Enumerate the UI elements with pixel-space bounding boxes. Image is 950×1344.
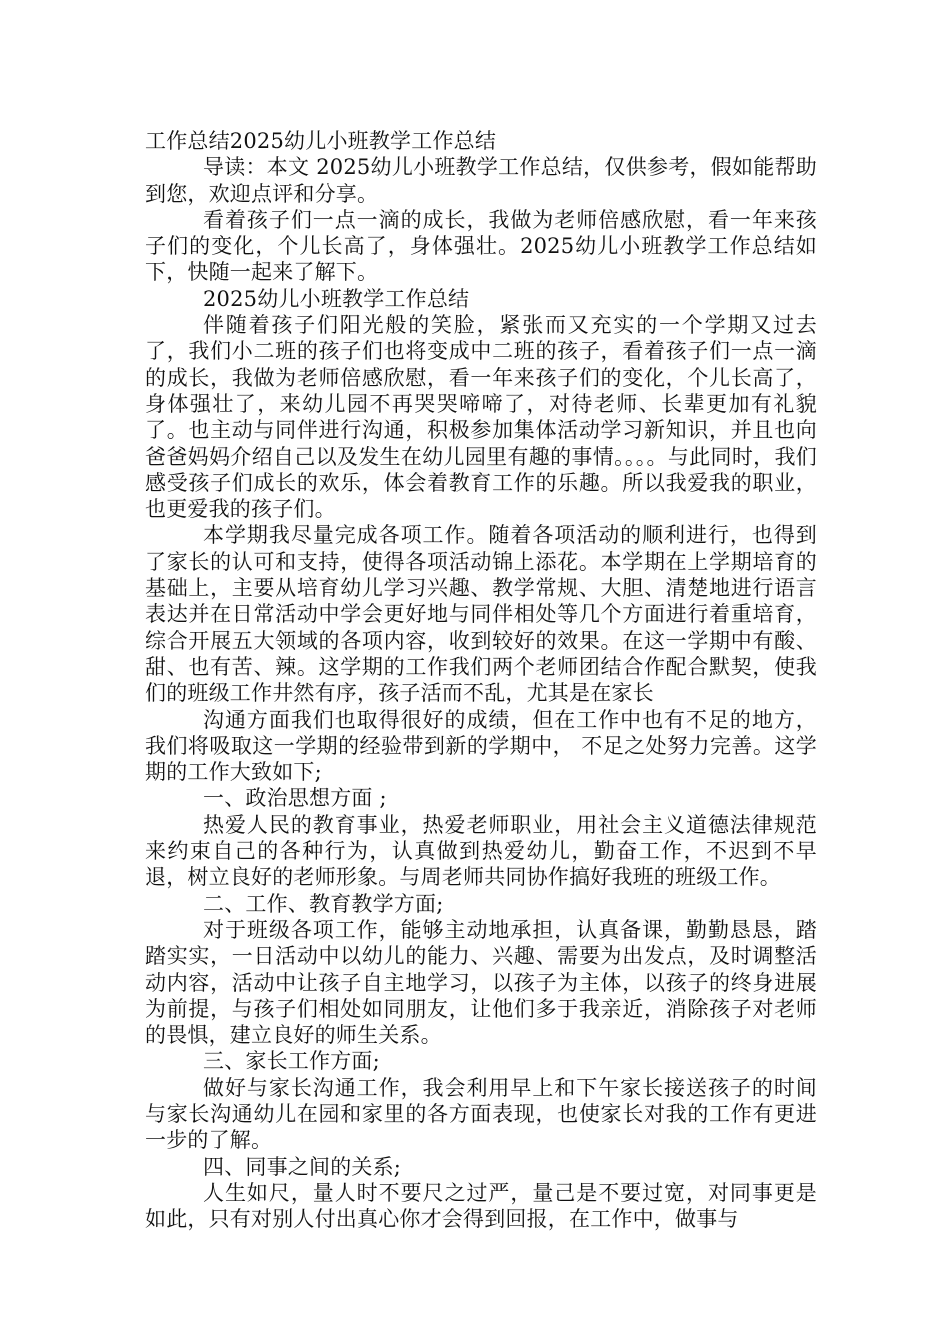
section-title: 2025幼儿小班教学工作总结 <box>203 286 470 311</box>
paragraph-teaching-work: 对于班级各项工作，能够主动地承担，认真备课，勤勤恳恳，踏踏实实，一日活动中以幼儿的能力、兴趣、需要为出发点，及时调整活动内容，活动中让孩子自主地学习，以孩子为主体，以孩子的终身进展为前提，与孩子们相处如同朋友，让他们多于我亲近，消除孩子对老师的畏惧，建立良好的师生关系。 <box>145 917 817 1048</box>
heading-parent-work: 三、家长工作方面; <box>203 1049 380 1074</box>
paragraph-parent-communication: 沟通方面我们也取得很好的成绩，但在工作中也有不足的地方，我们将吸取这一学期的经验带到新的学期中， 不足之处努力完善。这学期的工作大致如下; <box>145 707 817 785</box>
document-body <box>145 128 817 1232</box>
heading-teaching-work: 二、工作、教育教学方面; <box>203 891 444 916</box>
paragraph-colleague-relations: 人生如尺，量人时不要尺之过严，量己是不要过宽，对同事更是如此，只有对别人付出真心你才会得到回报，在工作中，做事与 <box>145 1180 817 1232</box>
paragraph-intro: 导读：本文 2025幼儿小班教学工作总结，仅供参考，假如能帮助到您，欢迎点评和分享。 <box>145 155 817 206</box>
paragraph-semester-work: 本学期我尽量完成各项工作。随着各项活动的顺利进行，也得到了家长的认可和支持，使得各项活动锦上添花。本学期在上学期培育的基础上，主要从培育幼儿学习兴趣、教学常规、大胆、清楚地进行语言表达并在日常活动中学会更好地与同伴相处等几个方面进行着重培育，综合开展五大领域的各项内容，收到较好的效果。在这一学期中有酸、甜、也有苦、辣。这学期的工作我们两个老师团结合作配合默契，使我们的班级工作井然有序，孩子活而不乱，尤其是在家长 <box>145 523 817 706</box>
paragraph-semester-summary: 伴随着孩子们阳光般的笑脸，紧张而又充实的一个学期又过去了，我们小二班的孩子们也将变成中二班的孩子，看着孩子们一点一滴的成长，我做为老师倍感欣慰，看一年来孩子们的变化，个儿长高了，身体强壮了，来幼儿园不再哭哭啼啼了，对待老师、长辈更加有礼貌了。也主动与同伴进行沟通，积极参加集体活动学习新知识，并且也向爸爸妈妈介绍自己以及发生在幼儿园里有趣的事情。。。。与此同时，我们感受孩子们成长的欢乐，体会着教育工作的乐趣。所以我爱我的职业，也更爱我的孩子们。 <box>145 313 817 522</box>
paragraph-political-thought: 热爱人民的教育事业，热爱老师职业，用社会主义道德法律规范来约束自己的各种行为，认真做到热爱幼儿，勤奋工作，不迟到不早退，树立良好的老师形象。与周老师共同协作搞好我班的班级工作。 <box>145 812 817 890</box>
paragraph-overview: 看着孩子们一点一滴的成长，我做为老师倍感欣慰，看一年来孩子们的变化，个儿长高了，身体强壮。2025幼儿小班教学工作总结如下，快随一起来了解下。 <box>145 207 817 285</box>
paragraph-parent-work: 做好与家长沟通工作，我会利用早上和下午家长接送孩子的时间与家长沟通幼儿在园和家里的各方面表现，也使家长对我的工作有更进一步的了解。 <box>145 1075 817 1153</box>
heading-political-thought: 一、政治思想方面 ; <box>203 786 387 811</box>
heading-colleague-relations: 四、同事之间的关系; <box>203 1154 402 1179</box>
document-title: 工作总结2025幼儿小班教学工作总结 <box>145 129 497 153</box>
